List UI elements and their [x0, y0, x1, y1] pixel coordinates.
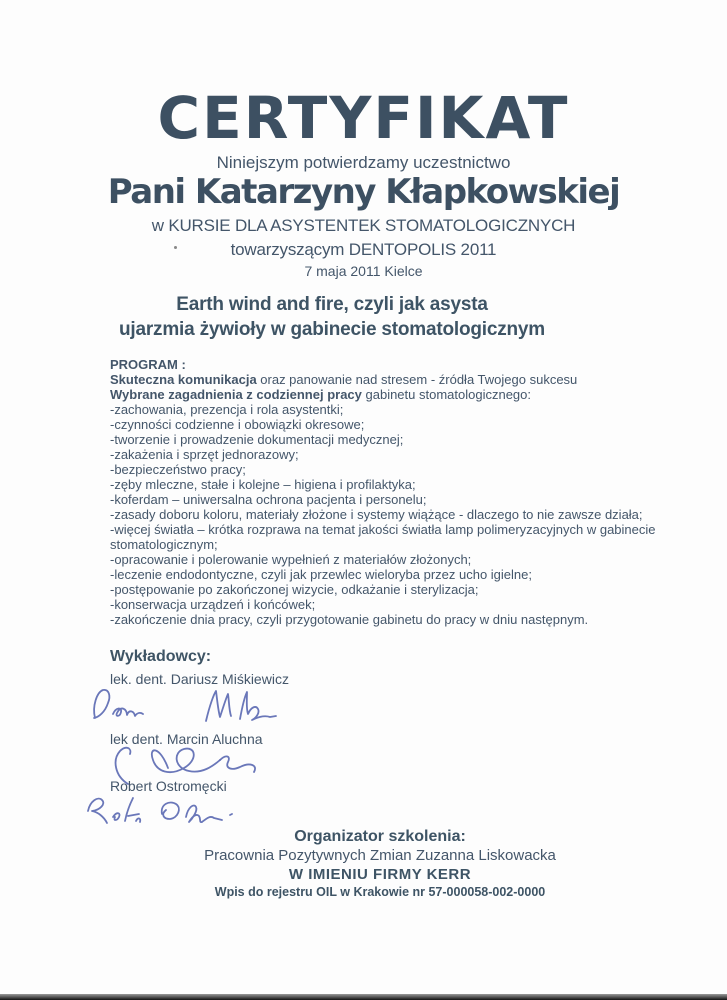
program-heading: PROGRAM : — [110, 357, 186, 372]
course-name-line2: towarzyszącym DENTOPOLIS 2011 — [230, 240, 497, 259]
program-item: -leczenie endodontyczne, czyli jak przewlec wieloryba przez ucho igielne; — [110, 567, 532, 582]
program-intro-rest: gabinetu stomatologicznego: — [361, 387, 532, 402]
program-item: -zakończenie dnia pracy, czyli przygotowanie gabinetu do pracy w dniu następnym. — [110, 612, 589, 627]
date-place: 7 maja 2011 Kielce — [304, 263, 423, 279]
organizer-name: Pracownia Pozytywnych Zmian Zuzanna Liskowacka — [204, 847, 556, 864]
certificate-subtitle: Niniejszym potwierdzamy uczestnictwo — [216, 153, 511, 172]
scan-speck — [174, 246, 177, 249]
program-item: -zakażenia i sprzęt jednorazowy; — [110, 447, 299, 462]
program-item: -tworzenie i prowadzenie dokumentacji medycznej; — [110, 432, 404, 447]
program-item: -bezpieczeństwo pracy; — [110, 462, 246, 477]
program-section — [110, 357, 658, 627]
lecturer-name-3: Robert Ostromęcki — [110, 778, 227, 794]
program-item: -więcej światła – krótka rozprawa na temat jakości światła lamp polimeryzacyjnych w gabinecie stomatologicznym; — [110, 522, 656, 552]
lecture-title — [2, 292, 662, 342]
program-item: -konserwacja urządzeń i końcówek; — [110, 597, 316, 612]
program-item: -zęby mleczne, stałe i kolejne – higiena i profilaktyka; — [110, 477, 416, 492]
organizer-on-behalf: W IMIENIU FIRMY KERR — [288, 866, 472, 883]
program-intro-line — [110, 387, 658, 402]
program-item: -koferdam – uniwersalna ochrona pacjenta i personelu; — [110, 492, 427, 507]
program-item: -czynności codzienne i obowiązki okresowe; — [110, 417, 365, 432]
lecturers-heading: Wykładowcy: — [110, 648, 212, 665]
scan-edge-artifact — [0, 994, 727, 1000]
course-name-line1: w KURSIE DLA ASYSTENTEK STOMATOLOGICZNYCH — [151, 216, 576, 235]
recipient-name: Pani Katarzyny Kłapkowskiej — [107, 172, 620, 212]
lecture-title-line1: Earth wind and fire, czyli jak asysta — [176, 294, 488, 315]
lecturer-name-1: lek. dent. Dariusz Miśkiewicz — [110, 671, 289, 687]
organizer-registry: Wpis do rejestru OIL w Krakowie nr 57-000058-002-0000 — [214, 885, 546, 899]
program-item: -zasady doboru koloru, materiały złożone i systemy wiążące - dlaczego to nie zawsze działa; — [110, 507, 643, 522]
signature-miskiewicz-image — [90, 686, 310, 734]
program-item: -zachowania, prezencja i rola asystentki; — [110, 402, 344, 417]
certificate-title: CERTYFIKAT — [157, 84, 570, 152]
program-intro-bold: Wybrane zagadnienia z codziennej pracy — [110, 387, 362, 402]
lecturer-name-2: lek dent. Marcin Aluchna — [110, 731, 263, 747]
organizer-heading: Organizator szkolenia: — [294, 828, 466, 845]
program-item: -postępowanie po zakończonej wizycie, odkażanie i sterylizacja; — [110, 582, 479, 597]
program-intro-rest: oraz panowanie nad stresem - źródła Twojego sukcesu — [256, 372, 578, 387]
lecture-title-line2: ujarzmia żywioły w gabinecie stomatologicznym — [119, 319, 545, 340]
program-intro-line — [110, 372, 658, 387]
program-intro-bold: Skuteczna komunikacja — [110, 372, 257, 387]
organizer-section — [110, 827, 650, 901]
program-item: -opracowanie i polerowanie wypełnień z materiałów złożonych; — [110, 552, 472, 567]
